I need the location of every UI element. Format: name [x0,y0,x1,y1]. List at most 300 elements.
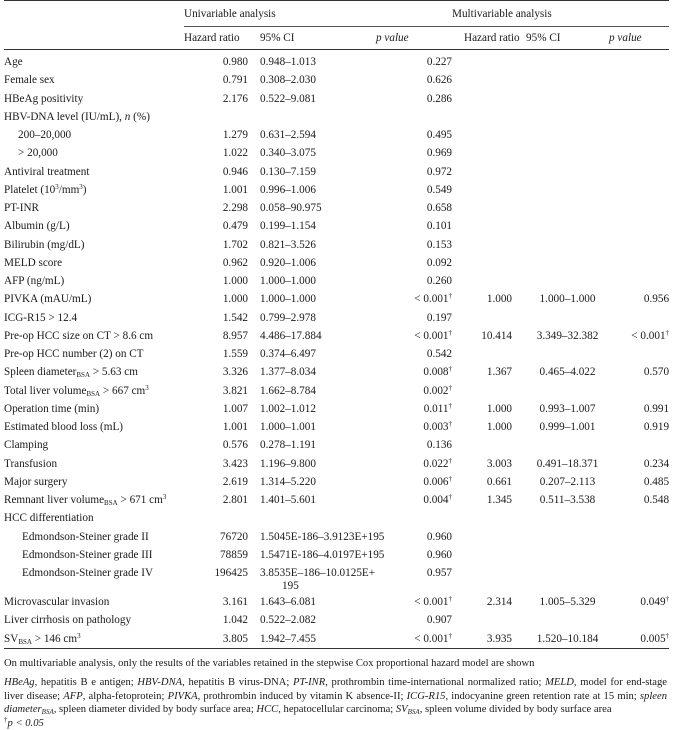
row-label: Microvascular invasion [4,596,110,608]
row-label: 200–20,000 [18,129,72,141]
univariable-header: Univariable analysis [184,1,452,27]
row-label: Clamping [4,439,49,452]
multi-hazard-ratio-cell [452,71,512,89]
abbreviation-segment: , indocyanine green retention rate at 15 min; [445,690,640,702]
table-row [4,144,669,162]
p-value-cell [376,400,452,418]
ci-cell: 0.199–1.154 [260,220,316,233]
multi-ci-cell [512,236,609,254]
multi-ci-cell [512,217,609,235]
p-value-cell [376,345,452,363]
table-row [4,345,669,363]
multi-p-value-cell [609,436,669,454]
p-value-cell [376,491,452,509]
multi-hazard-ratio-cell [452,90,512,108]
multi-ci-cell [512,564,609,593]
abbreviation-segment: BSA [407,708,420,717]
multi-p-value-cell [609,90,669,108]
label-superscript: 3 [162,493,167,501]
multi-hazard-ratio-cell [452,509,512,527]
multi-p-value-cell [609,309,669,327]
abbreviation-segment: , hepatocellular carcinoma; [278,704,396,716]
multi-ci-cell: 1.005–5.329 [539,596,596,608]
dagger-mark: † [448,292,453,301]
multi-p-value-cell [609,199,669,217]
table-row [4,400,669,418]
note-multivariable: On multivariable analysis, only the results of the variables retained in the stepwise Cox proportional hazard model are shown [4,657,535,669]
hazard-ratio-cell: 3.423 [222,457,248,470]
row-label: PIVKA (mAU/mL) [4,293,92,306]
hazard-ratio-cell: 76720 [220,530,248,543]
dagger-mark: † [448,401,453,410]
p-value-text: 0.101 [426,220,453,233]
row-label: Transfusion [4,457,58,470]
ci-cell: 0.522–9.081 [260,92,316,105]
p-value-cell [376,163,452,181]
multi-p-value-cell [609,71,669,89]
table-row [4,455,669,473]
p-value-text: 0.153 [426,238,453,251]
p-value-cell [376,217,452,235]
multi-hazard-ratio-cell [452,236,512,254]
row-label: > 20,000 [18,147,58,160]
ci-cell: 1.5045E-186–3.9123E+195 [260,530,385,543]
ci-cell: 0.996–1.006 [260,183,316,196]
ci-cell: 1.942–7.455 [248,630,376,649]
p-value-cell [376,327,452,345]
multi-ci-cell [512,181,609,199]
ci-cell: 0.340–3.075 [260,147,316,160]
multi-p-value-cell [609,593,669,611]
multi-hazard-ratio-cell [452,163,512,181]
label-subscript: BSA [76,371,91,380]
multi-hazard-ratio-cell [452,254,512,272]
label-text: Remnant liver volume [4,494,105,506]
label-text: Total liver volume [4,384,87,397]
table-row [4,309,669,327]
row-label [4,363,184,381]
row-label: Operation time (min) [4,402,100,415]
hazard-ratio-cell: 3.326 [222,366,248,379]
table-row [4,50,669,72]
hazard-ratio-cell: 1.007 [222,402,248,415]
label-subscript: BSA [18,637,32,646]
p-value-text: 0.485 [643,475,670,488]
p-value-cell [376,144,452,162]
p-value-text: 0.626 [426,74,453,87]
row-label: Female sex [4,74,55,87]
significance-text: p < 0.05 [7,717,44,729]
p-value-text: 0.011 [423,402,449,415]
hazard-ratio-cell: 1.000 [222,275,248,287]
multi-p-value-cell [609,236,669,254]
p-value-cell [376,108,452,126]
ci-cell: 1.643–6.081 [260,596,316,608]
row-label: Edmondson-Steiner grade IV [22,567,154,579]
hazard-ratio-cell [184,509,248,527]
multi-p-value-cell [609,363,669,381]
label-subscript: BSA [86,389,101,398]
p-value-text: 0.049 [640,596,666,608]
label-italic: n [124,110,131,123]
multi-hazard-ratio-cell: 1.000 [486,293,513,306]
ci-cell: 0.522–2.082 [260,614,316,627]
ci-cell: 0.821–3.526 [260,238,316,251]
hazard-ratio-cell: 1.279 [222,129,248,141]
row-label [4,630,184,649]
table-row [4,436,669,454]
table-row [4,630,669,649]
table-notes [4,657,669,730]
p-value-cell [376,90,452,108]
column-header-row [4,27,669,50]
multi-hazard-ratio-cell [452,436,512,454]
hazard-ratio-cell: 3.805 [184,630,248,649]
ci-cell: 1.401–5.601 [260,494,316,506]
abbreviation-segment: HBeAg [4,677,35,689]
table-row [4,528,669,546]
p-value-cell [376,126,452,144]
abbreviation-segment: BSA [41,708,54,717]
multi-p-value-cell [609,254,669,272]
ci-cell: 0.278–1.191 [260,439,316,452]
row-label: Liver cirrhosis on pathology [4,614,132,627]
row-label: AFP (ng/mL) [4,275,65,287]
p-value-text: 0.991 [643,402,670,415]
p-value-text: 0.907 [426,614,453,627]
multi-p-value-cell [609,418,669,436]
ci-cell: 1.196–9.800 [260,457,316,470]
p-value-text: 0.006 [423,475,449,488]
ci-cell: 0.308–2.030 [260,74,316,87]
table-row [4,491,669,509]
hazard-ratio-cell: 1.001 [222,421,248,433]
hazard-ratio-cell: 1.022 [222,147,248,160]
multi-hazard-ratio-cell: 0.661 [486,475,513,488]
label-superscript: 3 [77,631,81,640]
abbreviation-segment: , hepatitis B e antigen; [34,677,138,689]
label-text: HBV-DNA level (IU/mL), [4,110,125,123]
p-value-text: 0.919 [643,421,670,433]
multi-ci-cell: 0.491–18.371 [536,457,599,470]
multi-hazard-ratio-cell [452,382,512,400]
multi-ci-cell: 0.207–2.113 [539,475,596,488]
row-label: PT-INR [4,202,40,214]
multi-hazard-ratio-cell: 1.000 [486,421,513,433]
dagger-mark: † [4,715,8,724]
multi-ci-cell [512,272,609,290]
ci-cell: 4.486–17.884 [260,329,322,342]
multi-p-value-cell [609,564,669,593]
label-text: > 146 cm [31,632,78,645]
multi-hazard-ratio-cell: 3.003 [486,457,513,470]
multi-p-value-cell [609,126,669,144]
p-value-text: 0.286 [426,92,453,105]
multi-ci-cell [512,163,609,181]
table-container [4,0,669,730]
multi-p-value-cell [609,181,669,199]
multi-p-value-cell [609,290,669,308]
dagger-mark: † [665,595,670,603]
table-row [4,611,669,629]
p-value-cell [376,528,452,546]
label-text: /mm [58,183,80,196]
multi-p-value-cell [609,630,669,649]
row-label: Albumin (g/L) [4,220,70,233]
abbreviation-segment: , prothrombin time-international normalized ratio; [325,677,546,689]
abbreviation-segment: HCC [256,704,279,716]
p-value-text: 0.234 [643,457,670,470]
label-text: ) [82,183,87,196]
dagger-mark: † [448,365,453,374]
multi-hazard-ratio-cell [452,272,512,290]
row-label [4,491,184,509]
multi-hazard-ratio-cell: 10.414 [481,329,513,342]
p-value-cell [376,418,452,436]
p-value-text: 0.957 [426,567,453,579]
table-row [4,217,669,235]
hazard-ratio-header: Hazard ratio [184,27,248,50]
ci-cell: 1.000–1.000 [260,275,316,287]
hazard-ratio-cell: 2.619 [222,475,248,488]
multi-hazard-ratio-cell: 1.367 [486,366,513,379]
p-value-cell [376,593,452,611]
multi-ci-cell [512,546,609,564]
hazard-ratio-cell: 3.161 [222,596,248,608]
p-value-cell [376,309,452,327]
table-row [4,418,669,436]
multi-p-value-cell [609,491,669,509]
p-value-cell [376,363,452,381]
abbreviation-segment: ICG-R15 [406,690,446,702]
row-label: MELD score [4,256,63,269]
abbreviation-segment: MELD [545,677,574,689]
p-value-text: 0.002 [423,384,449,397]
table-row [4,90,669,108]
row-label: Edmondson-Steiner grade II [22,530,149,543]
multi-ci-cell [512,71,609,89]
p-value-cell [376,71,452,89]
multi-ci-cell [512,254,609,272]
row-label: ICG-R15 > 12.4 [4,311,78,324]
hazard-ratio-cell: 0.791 [222,74,248,87]
p-value-text: 0.004 [423,494,449,506]
p-value-cell [376,382,452,400]
p-value-text: 0.658 [426,202,453,214]
multi-p-value-cell [609,611,669,629]
table-row [4,382,669,400]
multi-ci-cell [512,50,609,72]
multi-hazard-ratio-cell: 2.314 [486,596,513,608]
p-value-text: < 0.001 [631,329,666,342]
p-value-text: < 0.001 [414,632,449,645]
label-superscript: 3 [145,383,149,392]
label-text: > 667 cm [100,384,146,397]
multi-ci-cell [512,528,609,546]
row-label: Pre-op HCC size on CT > 8.6 cm [4,329,154,342]
p-value-text: 0.549 [426,183,453,196]
hazard-ratio-cell: 0.479 [222,220,248,233]
multi-p-value-cell [609,400,669,418]
p-value-cell [376,272,452,290]
multi-ci-cell [512,382,609,400]
ci-cell: 0.948–1.013 [260,56,316,68]
ci-cell [248,108,376,126]
abbreviation-segment: , spleen volume divided by body surface area [419,704,612,716]
p-value-text: < 0.001 [414,329,449,342]
p-value-cell [376,436,452,454]
table-row [4,290,669,308]
hazard-ratio-cell: 78859 [220,548,248,561]
label-text: > 671 cm [117,494,163,506]
label-text: SV [4,632,19,645]
p-value-cell [376,199,452,217]
ci-cell: 1.662–8.784 [260,384,316,397]
p-value-cell [376,254,452,272]
multi-ci-cell [512,309,609,327]
multi-p-value-cell [609,163,669,181]
p-value-text: 0.227 [426,56,453,68]
hazard-ratio-cell: 1.702 [222,238,248,251]
multi-p-value-cell [609,509,669,527]
table-row [4,254,669,272]
p-value-cell [376,236,452,254]
ci-cell: 0.058–90.975 [260,202,322,214]
table-row [4,546,669,564]
p-value-header: p value [609,27,669,50]
hazard-ratio-cell: 8.957 [222,329,248,342]
p-value-text: 0.008 [423,366,449,379]
row-label: Age [4,56,23,68]
dagger-mark: † [448,595,453,603]
multi-ci-cell [512,144,609,162]
ci-header: 95% CI [248,27,376,50]
p-value-text: 0.260 [426,275,453,287]
p-value-text: 0.495 [426,129,453,141]
p-value-header: p value [376,27,452,50]
hazard-ratio-cell: 3.821 [222,384,248,397]
table-row [4,363,669,381]
table-row [4,236,669,254]
p-value-text: 0.972 [426,165,453,178]
ci-cell: 0.631–2.594 [260,129,316,141]
abbreviation-segment: , prothrombin induced by vitamin K absence-II; [197,690,407,702]
table-row [4,181,669,199]
multi-p-value-cell [609,327,669,345]
table-row [4,199,669,217]
multi-p-value-cell [609,455,669,473]
p-value-cell [376,290,452,308]
table-row [4,126,669,144]
abbreviation-segment: , hepatitis B virus-DNA; [182,677,294,689]
p-value-text: 0.542 [426,348,453,360]
multivariable-header: Multivariable analysis [452,1,669,27]
multi-hazard-ratio-cell [452,199,512,217]
p-value-text: 0.005 [640,632,666,645]
table-row [4,272,669,290]
multi-ci-cell: 0.993–1.007 [539,402,596,415]
multi-hazard-ratio-cell [452,611,512,629]
multi-hazard-ratio-cell [452,564,512,593]
hazard-ratio-cell: 0.980 [222,56,248,68]
p-value-cell [376,473,452,491]
p-value-cell [376,50,452,72]
abbreviation-segment: , spleen diameter divided by body surface area; [53,704,257,716]
multi-hazard-ratio-cell [452,217,512,235]
multi-hazard-ratio-cell: 1.345 [486,494,513,506]
p-value-text: < 0.001 [414,596,449,608]
p-value-cell [376,509,452,527]
table-row [4,509,669,527]
multi-p-value-cell [609,546,669,564]
multi-p-value-cell [609,382,669,400]
multi-ci-cell [512,436,609,454]
ci-line: 3.8535E–186–10.0125E+ [260,567,376,579]
p-value-cell [376,181,452,199]
abbreviation-segment: HBV-DNA [137,677,183,689]
multi-ci-cell [512,345,609,363]
abbreviation-segment: , alpha-fetoprotein; [82,690,168,702]
multi-hazard-ratio-cell: 3.935 [452,630,512,649]
hazard-ratio-cell: 1.042 [222,614,248,627]
multi-p-value-cell [609,144,669,162]
ci-cell: 1.000–1.001 [260,421,316,433]
multi-hazard-ratio-cell [452,50,512,72]
row-label: Pre-op HCC number (2) on CT [4,348,144,360]
label-text: > 5.63 cm [90,366,138,379]
table-row [4,593,669,611]
p-value-text: 0.548 [643,494,670,506]
multi-hazard-ratio-cell [452,309,512,327]
hazard-ratio-cell: 196425 [214,567,248,579]
multi-ci-cell [512,199,609,217]
table-row [4,163,669,181]
multi-ci-cell [512,509,609,527]
p-value-cell [376,455,452,473]
multi-p-value-cell [609,50,669,72]
p-value-text: 0.003 [423,421,449,433]
ci-cell: 1.377–8.034 [260,366,316,379]
label-text: (%) [130,110,150,123]
hazard-ratio-cell: 0.576 [222,439,248,452]
dagger-mark: † [448,631,453,640]
label-subscript: BSA [104,499,118,507]
table-row [4,473,669,491]
ci-header: 95% CI [512,27,609,50]
p-value-text: 0.136 [426,439,453,452]
row-label: Bilirubin (mg/dL) [4,238,85,251]
row-label: Antiviral treatment [4,165,90,178]
p-value-cell [376,630,452,649]
ci-line: 195 [282,579,299,592]
multi-p-value-cell [609,108,669,126]
ci-cell: 1.000–1.000 [260,293,316,306]
table-row [4,564,669,593]
multi-p-value-cell [609,473,669,491]
multi-ci-cell: 3.349–32.382 [536,329,599,342]
ci-cell: 0.920–1.006 [260,256,316,269]
multi-p-value-cell [609,528,669,546]
multi-ci-cell: 0.999–1.001 [539,421,596,433]
dagger-mark: † [448,456,453,465]
row-label [4,382,184,400]
hazard-ratio-cell: 2.801 [222,494,248,506]
p-value-text: 0.956 [643,293,670,306]
dagger-mark: † [448,420,453,428]
p-value-text: 0.197 [426,311,453,324]
ci-cell: 1.314–5.220 [260,475,316,488]
hazard-ratio-header: Hazard ratio [452,27,512,50]
